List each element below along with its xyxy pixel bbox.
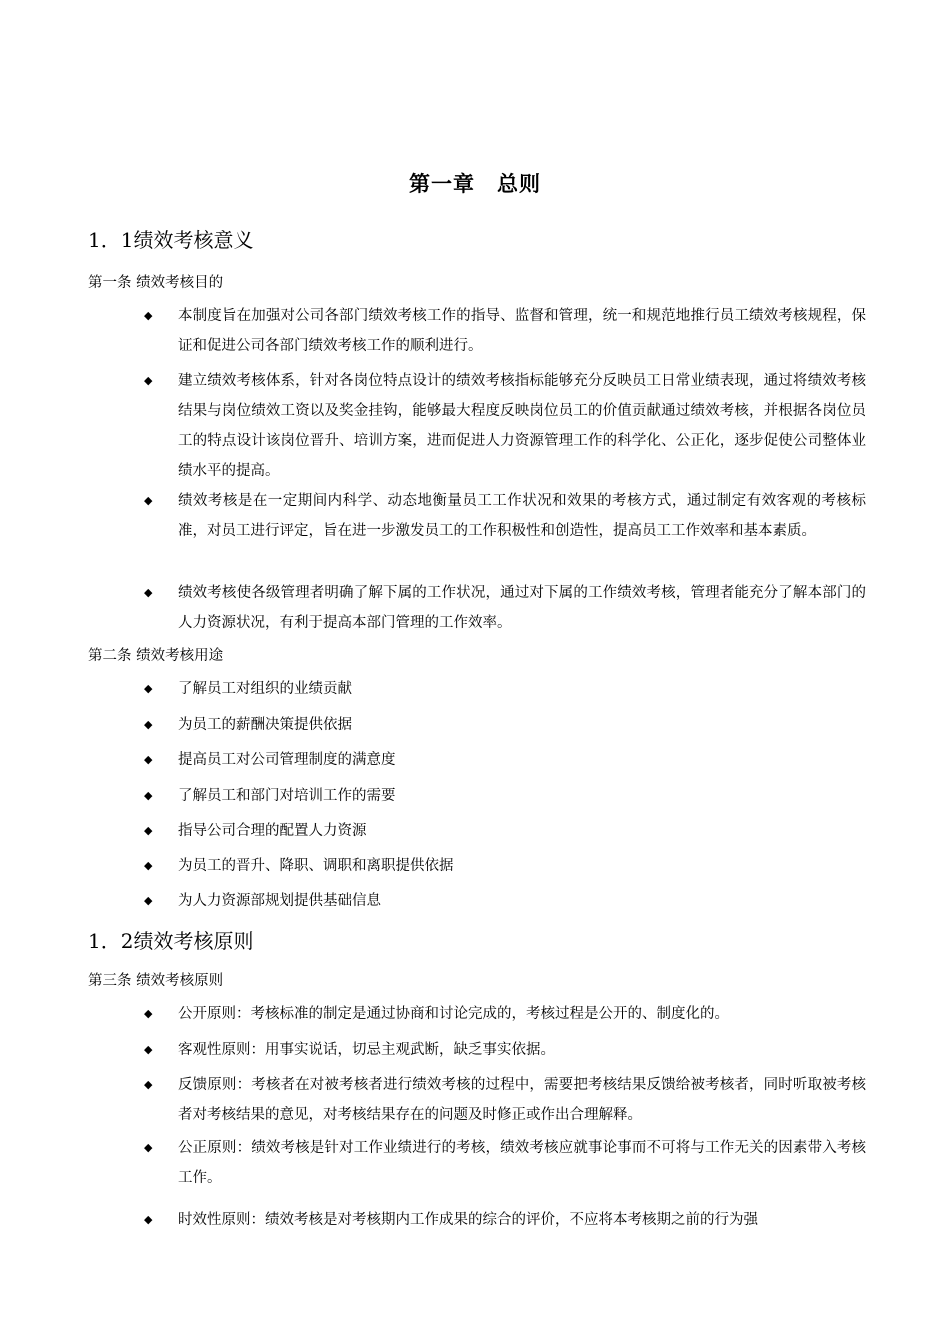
list-item-text: 了解员工和部门对培训工作的需要 [178,788,396,804]
article-heading: 第二条 绩效考核用途 [88,648,224,664]
section-heading: 1．2绩效考核原则 [88,929,254,953]
section-heading: 1．1绩效考核意义 [88,228,254,252]
list-item [144,1205,866,1235]
list-item [144,816,866,846]
list-item [144,674,866,704]
list-item [144,781,866,811]
list-item [144,851,866,881]
diamond-bullet-icon: ◆ [144,1213,153,1226]
diamond-bullet-icon: ◆ [144,1078,153,1091]
diamond-bullet-icon: ◆ [144,894,153,907]
list-item-text: 为员工的晋升、降职、调职和离职提供依据 [178,858,454,874]
list-item-text: 了解员工对组织的业绩贡献 [178,681,352,697]
list-item [144,1035,866,1065]
article-heading: 第三条 绩效考核原则 [88,973,224,989]
list-item-text: 绩效考核是在一定期间内科学、动态地衡量员工工作状况和效果的考核方式，通过制定有效客观的考核标准，对员工进行评定，旨在进一步激发员工的工作积极性和创造性，提高员工工作效率和基本素质。 [178,493,866,539]
list-item-text: 建立绩效考核体系，针对各岗位特点设计的绩效考核指标能够充分反映员工日常业绩表现，通过将绩效考核结果与岗位绩效工资以及奖金挂钩，能够最大程度反映岗位员工的价值贡献通过绩效考核，并根据各岗位员工的特点设计该岗位晋升、培训方案，进而促进人力资源管理工作的科学化、公正化，逐步促使公司整体业绩水平的提高。 [178,373,866,479]
list-item [144,1070,866,1130]
diamond-bullet-icon: ◆ [144,682,153,695]
list-item [144,999,866,1029]
chapter-title: 第一章 总则 [409,172,541,196]
list-item-text: 公正原则：绩效考核是针对工作业绩进行的考核，绩效考核应就事论事而不可将与工作无关的因素带入考核工作。 [178,1140,866,1186]
list-item-text: 提高员工对公司管理制度的满意度 [178,752,396,768]
list-item-text: 公开原则：考核标准的制定是通过协商和讨论完成的，考核过程是公开的、制度化的。 [178,1006,729,1022]
diamond-bullet-icon: ◆ [144,1043,153,1056]
diamond-bullet-icon: ◆ [144,1007,153,1020]
list-item [144,486,866,546]
diamond-bullet-icon: ◆ [144,309,153,322]
article-heading: 第一条 绩效考核目的 [88,275,224,291]
list-item-text: 客观性原则：用事实说话，切忌主观武断，缺乏事实依据。 [178,1042,555,1058]
list-item-text: 为人力资源部规划提供基础信息 [178,893,381,909]
list-item-text: 时效性原则：绩效考核是对考核期内工作成果的综合的评价，不应将本考核期之前的行为强 [178,1212,758,1228]
list-item-text: 绩效考核使各级管理者明确了解下属的工作状况，通过对下属的工作绩效考核，管理者能充分了解本部门的人力资源状况，有利于提高本部门管理的工作效率。 [178,585,866,631]
diamond-bullet-icon: ◆ [144,374,153,387]
list-item [144,710,866,740]
list-item [144,366,866,486]
diamond-bullet-icon: ◆ [144,753,153,766]
diamond-bullet-icon: ◆ [144,718,153,731]
diamond-bullet-icon: ◆ [144,1141,153,1154]
diamond-bullet-icon: ◆ [144,859,153,872]
diamond-bullet-icon: ◆ [144,824,153,837]
diamond-bullet-icon: ◆ [144,494,153,507]
list-item [144,886,866,916]
diamond-bullet-icon: ◆ [144,586,153,599]
list-item [144,745,866,775]
list-item [144,301,866,361]
list-item [144,578,866,638]
list-item-text: 反馈原则：考核者在对被考核者进行绩效考核的过程中，需要把考核结果反馈给被考核者，同时听取被考核者对考核结果的意见，对考核结果存在的问题及时修正或作出合理解释。 [178,1077,866,1123]
list-item [144,1133,866,1193]
list-item-text: 本制度旨在加强对公司各部门绩效考核工作的指导、监督和管理，统一和规范地推行员工绩效考核规程，保证和促进公司各部门绩效考核工作的顺利进行。 [178,308,866,354]
diamond-bullet-icon: ◆ [144,789,153,802]
list-item-text: 为员工的薪酬决策提供依据 [178,717,352,733]
list-item-text: 指导公司合理的配置人力资源 [178,823,367,839]
